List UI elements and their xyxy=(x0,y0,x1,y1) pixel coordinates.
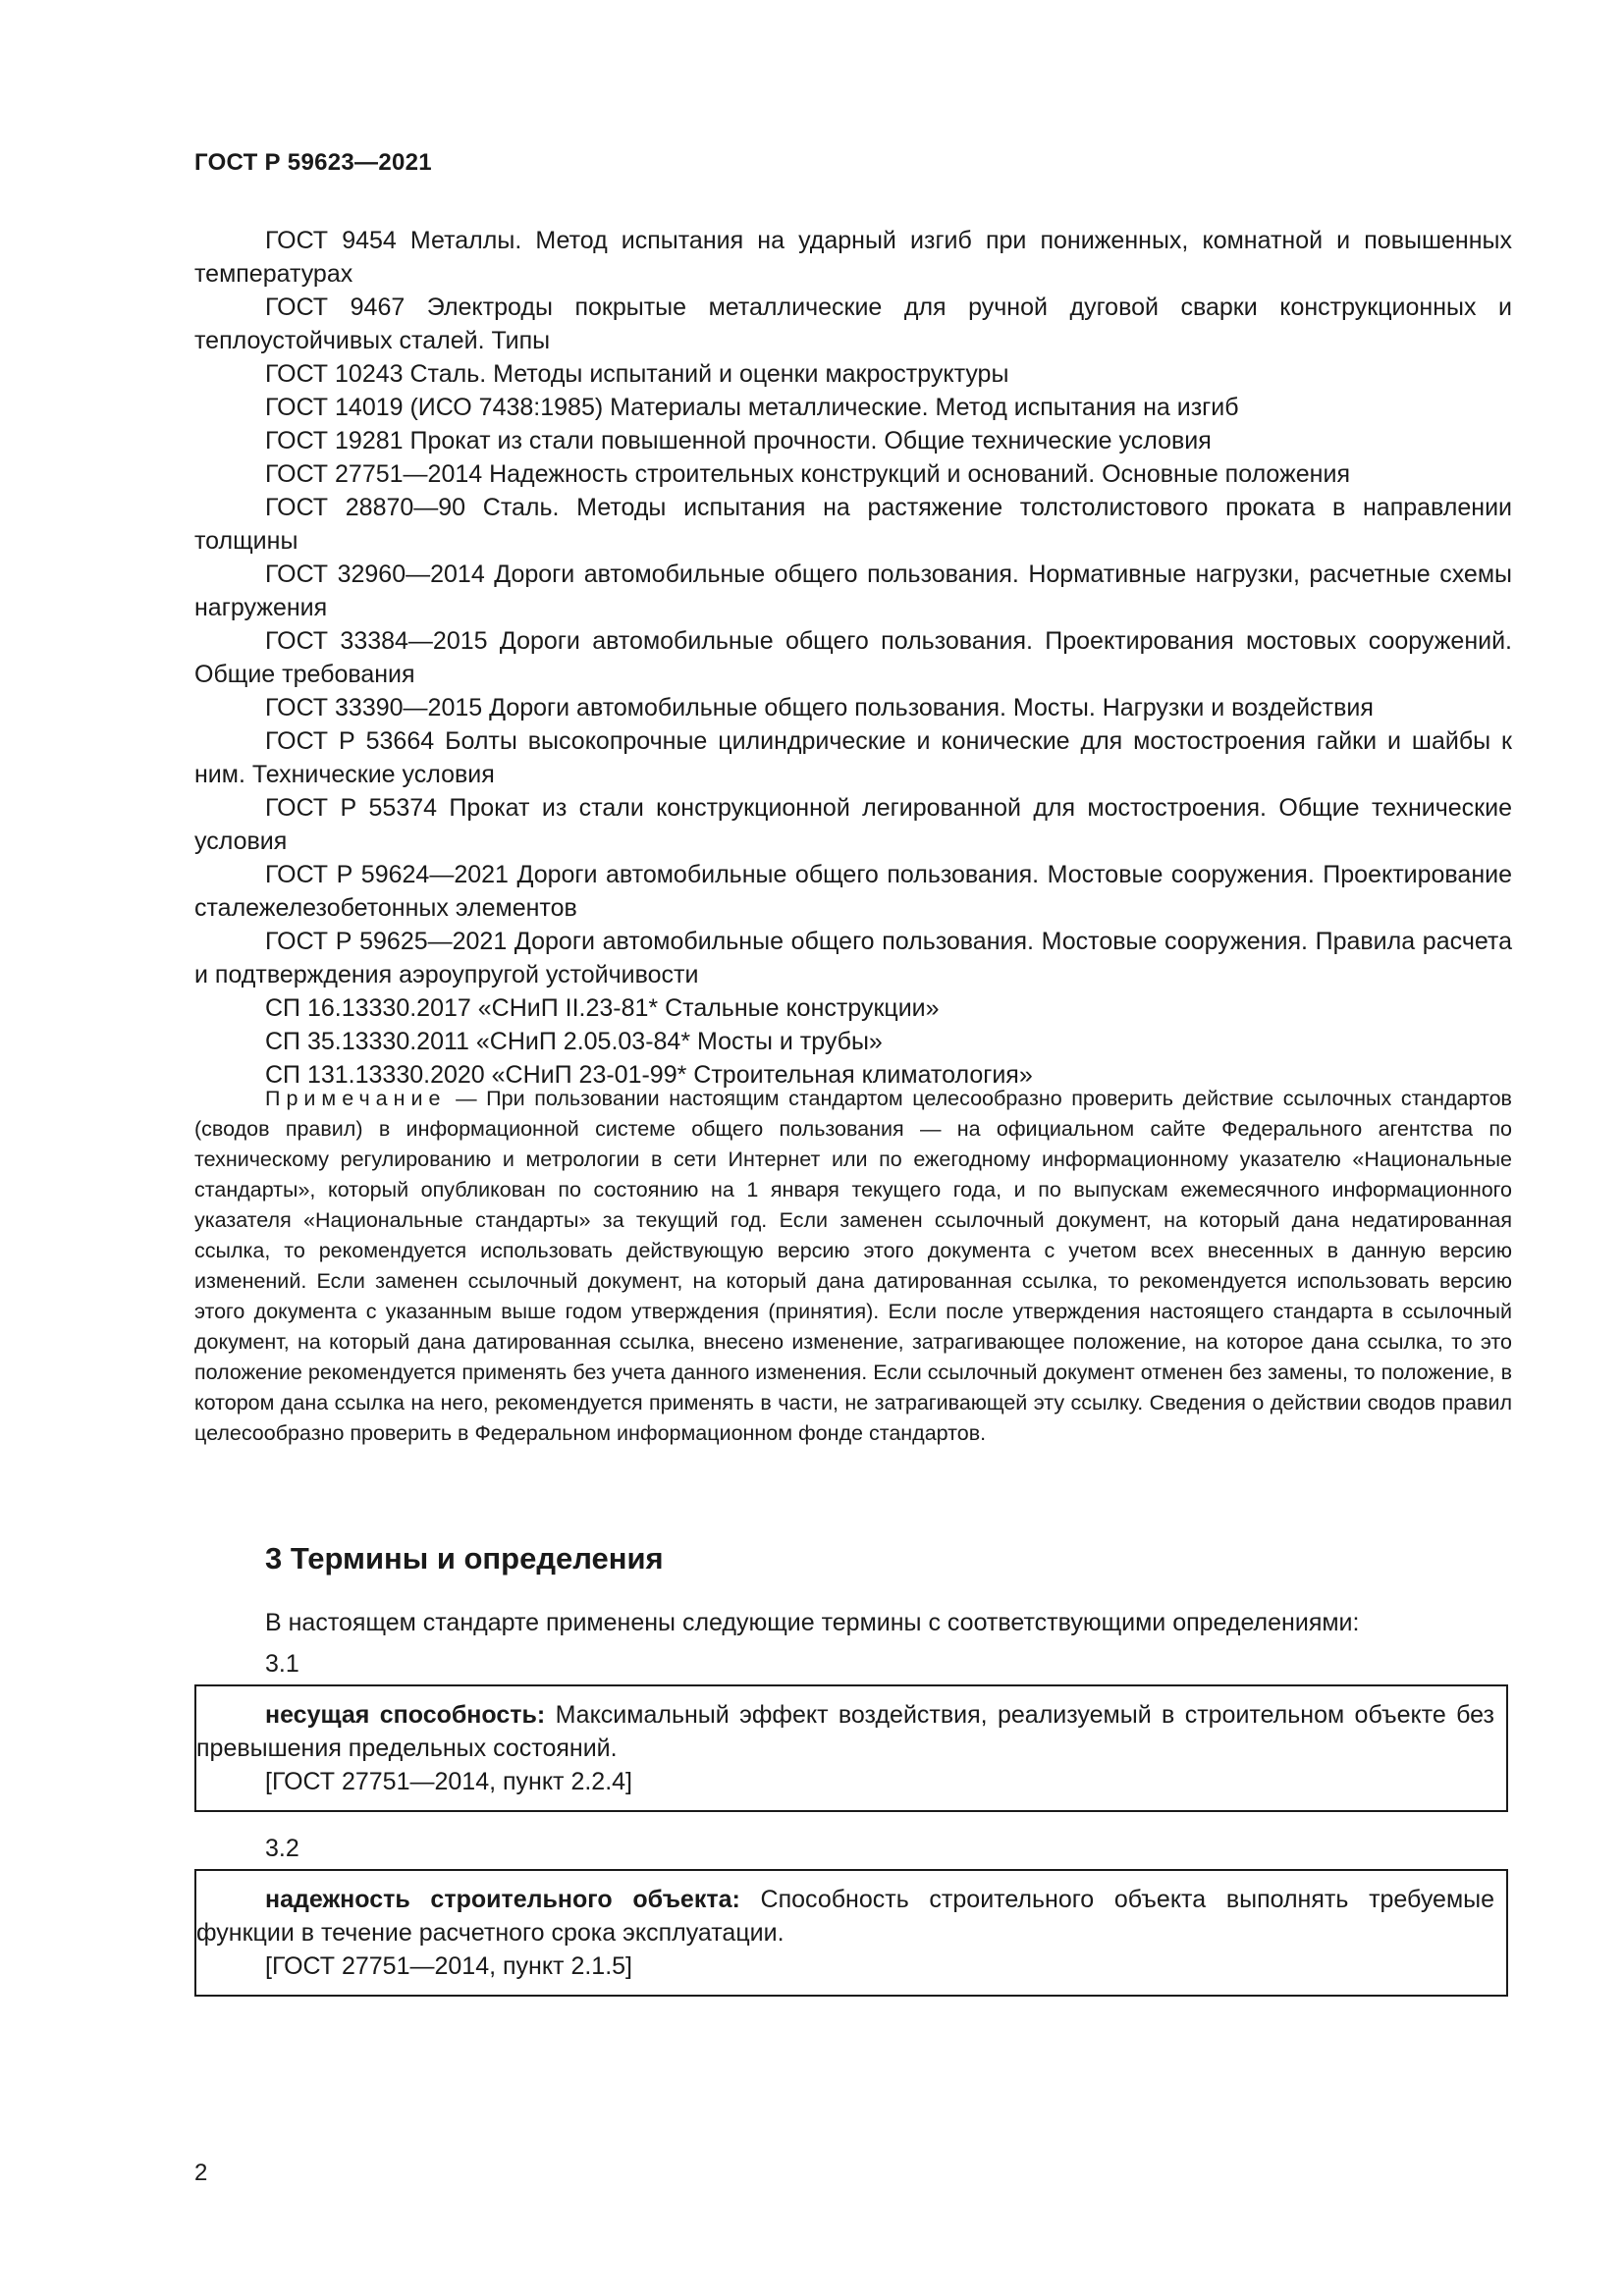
page-number: 2 xyxy=(194,2160,208,2186)
term-box xyxy=(194,1684,1508,1812)
reference-item: ГОСТ 33390—2015 Дороги автомобильные общего пользования. Мосты. Нагрузки и воздействия xyxy=(265,694,1374,721)
reference-item: ГОСТ Р 53664 Болты высокопрочные цилиндрические и конические для мостостроения гайки и шайбы к ним. Технические условия xyxy=(194,727,1512,788)
reference-item: СП 16.13330.2017 «СНиП II.23-81* Стальные конструкции» xyxy=(265,994,940,1022)
note-text: — При пользовании настоящим стандартом целесообразно проверить действие ссылочных стандартов (сводов правил) в информационной системе общего пользования — на официальном сайте Федерального агентства по техническому регулированию и метрологии в сети Интернет или по ежегодному информационному указателю «Национальные стандарты», который опубликован по состоянию на 1 января текущего года, и по выпускам ежемесячного информационного указателя «Национальные стандарты» за текущий год. Если заменен ссылочный документ, на который дана недатированная ссылка, то рекомендуется использовать действующую версию этого документа с учетом всех внесенных в данную версию изменений. Если заменен ссылочный документ, на который дана датированная ссылка, то рекомендуется использовать версию этого документа с указанным выше годом утверждения (принятия). Если после утверждения настоящего стандарта в ссылочный документ, на который дана датированная ссылка, внесено изменение, затрагивающее положение, на которое дана ссылка, то это положение рекомендуется применять без учета данного изменения. Если ссылочный документ отменен без замены, то положение, в котором дана ссылка на него, рекомендуется применять в части, не затрагивающей эту ссылку. Сведения о действии сводов правил целесообразно проверить в Федеральном информационном фонде стандартов. xyxy=(194,1087,1512,1445)
reference-item: СП 35.13330.2011 «СНиП 2.05.03-84* Мосты и трубы» xyxy=(265,1028,883,1055)
term-definition-text: Максимальный эффект воздействия, реализуемый в строительном объекте без превышения предельных состояний. xyxy=(196,1701,1494,1762)
section-title: 3 Термины и определения xyxy=(265,1541,664,1575)
reference-item: ГОСТ 32960—2014 Дороги автомобильные общего пользования. Нормативные нагрузки, расчетные схемы нагружения xyxy=(194,561,1512,621)
term-definition xyxy=(196,1883,1506,1949)
reference-item: ГОСТ Р 59624—2021 Дороги автомобильные общего пользования. Мостовые сооружения. Проектирование сталежелезобетонных элементов xyxy=(194,861,1512,922)
term-number: 3.1 xyxy=(265,1650,299,1678)
term-number: 3.2 xyxy=(265,1835,299,1862)
term-box xyxy=(194,1869,1508,1997)
term-source: [ГОСТ 27751—2014, пункт 2.2.4] xyxy=(265,1768,632,1795)
term-source: [ГОСТ 27751—2014, пункт 2.1.5] xyxy=(265,1952,632,1980)
reference-item: ГОСТ 19281 Прокат из стали повышенной прочности. Общие технические условия xyxy=(265,427,1212,454)
normative-references-list xyxy=(194,224,1512,1092)
note-label: Примечание xyxy=(265,1087,447,1110)
note-paragraph xyxy=(194,1084,1512,1449)
reference-item: ГОСТ 14019 (ИСО 7438:1985) Материалы металлические. Метод испытания на изгиб xyxy=(265,394,1239,421)
section-intro: В настоящем стандарте применены следующие термины с соответствующими определениями: xyxy=(265,1609,1360,1636)
reference-item: ГОСТ 28870—90 Сталь. Методы испытания на растяжение толстолистового проката в направлении толщины xyxy=(194,494,1512,555)
term-name: несущая способность: xyxy=(265,1701,546,1729)
term-name: надежность строительного объекта: xyxy=(265,1886,740,1913)
reference-item: ГОСТ Р 59625—2021 Дороги автомобильные общего пользования. Мостовые сооружения. Правила расчета и подтверждения аэроупругой устойчивости xyxy=(194,928,1512,988)
reference-item: ГОСТ 9467 Электроды покрытые металлические для ручной дуговой сварки конструкционных и теплоустойчивых сталей. Типы xyxy=(194,294,1512,354)
reference-item: СП 131.13330.2020 «СНиП 23-01-99* Строительная климатология» xyxy=(265,1061,1033,1089)
reference-item: ГОСТ 27751—2014 Надежность строительных конструкций и оснований. Основные положения xyxy=(265,460,1350,488)
reference-item: ГОСТ 10243 Сталь. Методы испытаний и оценки макроструктуры xyxy=(265,360,1009,388)
term-definition xyxy=(196,1698,1506,1765)
reference-item: ГОСТ 33384—2015 Дороги автомобильные общего пользования. Проектирования мостовых сооружений. Общие требования xyxy=(194,627,1512,688)
reference-item: ГОСТ Р 55374 Прокат из стали конструкционной легированной для мостостроения. Общие технические условия xyxy=(194,794,1512,855)
reference-item: ГОСТ 9454 Металлы. Метод испытания на ударный изгиб при пониженных, комнатной и повышенных температурах xyxy=(194,227,1512,288)
term-definition-text: Способность строительного объекта выполнять требуемые функции в течение расчетного срока эксплуатации. xyxy=(196,1886,1495,1947)
document-header: ГОСТ Р 59623—2021 xyxy=(194,149,432,176)
